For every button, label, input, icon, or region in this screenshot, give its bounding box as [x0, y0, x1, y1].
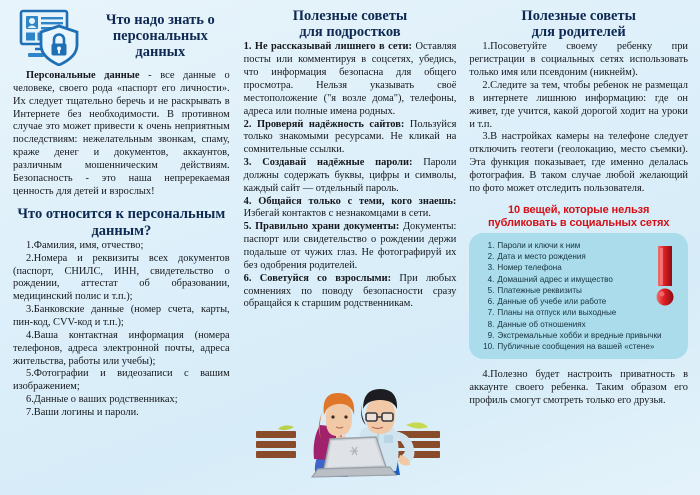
alert-box: [469, 233, 688, 360]
list-item: Планы на отпуск или выходные: [497, 308, 617, 318]
tip-item: [244, 157, 457, 196]
tip-text: Пароли должны содержать буквы, цифры и символы, каждый сайт — отдельный пароль.: [243, 157, 457, 194]
section-title-what-counts: Что относится к персональным данным?: [17, 206, 226, 239]
list-item: 2.Номера и реквизиты всех документов (паспорт, СНИЛС, ИНН, свидетельство о рождении, аттестат об образовании, медицинский полис и т.п.);: [13, 252, 230, 303]
list-item: 1.Фамилия, имя, отчество;: [26, 239, 144, 251]
list-item: Экстремальные хобби и вредные привычки: [497, 330, 662, 340]
tip-heading: Не рассказывай лишнего в сети:: [254, 41, 413, 53]
tip-number: 3.: [243, 157, 263, 169]
list-item: Публичные сообщения на вашей «стене»: [497, 342, 655, 352]
tip-number: 6.: [243, 272, 260, 284]
parent-tip: 4.Полезно будет настроить приватность в аккаунте своего ребенка. Таким образом его профиль смогут смотреть только его друзья.: [469, 369, 688, 407]
page-title: Что надо знать о персональных данных: [105, 11, 215, 61]
parent-tip: 1.Посоветуйте своему ребенку при регистрации в социальных сетях использовать только имя или псевдоним (никнейм).: [469, 41, 688, 79]
never-publish-list: [478, 240, 680, 353]
parent-tip: 2.Следите за тем, чтобы ребенок не размещал в интернете лишнюю информацию: где он живет, где учится, какой дорогой ходит на уроки и т.п.: [469, 80, 688, 130]
tip-item: [244, 196, 457, 222]
tip-number: 5.: [243, 221, 256, 233]
left-header: [13, 6, 230, 66]
personal-data-list: [13, 240, 230, 420]
list-item: Номер телефона: [497, 263, 562, 273]
parent-tip: 3.В настройках камеры на телефоне следует отключить геотеги (геолокацию, место съемки). Эта функция показывает, где именно делалась фотография. В таком случае любой желающий по фото может отследить пользователя.: [469, 131, 688, 194]
middle-title-line1: Полезные советы: [292, 8, 408, 24]
list-item: Дата и место рождения: [497, 252, 586, 262]
middle-column: [238, 6, 463, 491]
list-item: Платежные реквизиты: [497, 285, 582, 295]
alert-title: [469, 204, 688, 230]
tip-heading: Проверяй надёжность сайтов:: [256, 118, 405, 130]
tip-heading: Общайся только с теми, кого знаешь:: [258, 195, 457, 207]
list-item: Домашний адрес и имущество: [497, 274, 613, 284]
tip-item: [244, 41, 457, 118]
middle-title-line2: для подростков: [299, 24, 401, 41]
left-column: [5, 6, 238, 491]
teen-boy-girl-with-laptop-illustration: [238, 373, 463, 491]
alert-title-line2: публиковать в социальных сетях: [488, 216, 670, 229]
lead-bold: Персональные данные: [26, 70, 140, 81]
tip-text: Документы: паспорт или свидетельство о рождении держи подальше от чужих глаз. Не фотографируй их без одобрения родителей.: [243, 221, 457, 271]
alert-title-line1: 10 вещей, которые нельзя: [508, 203, 650, 216]
tip-item: [244, 221, 457, 272]
list-item: 3.Банковские данные (номер счета, карты, пин-код, CVV-код и т.п.);: [13, 304, 230, 328]
tip-number: 1.: [243, 41, 255, 53]
list-item: Пароли и ключи к ним: [497, 240, 581, 250]
lead-rest: - все данные о человеке, своего рода «паспорт его личности». Их следует тщательно беречь и не раскрывать в Интернете без необходимости. В противном случае это может привести к очень неприятным последствиям: нежелательным звонкам, спаму, краже денег и документов, аккаунтов, различным мошенническим действиям. Безопасность - это наша непререкаемая ценность для детей и взрослых!: [13, 70, 230, 197]
list-item: Данные об отношениях: [497, 319, 586, 329]
list-item: 5.Фотографии и видеозаписи с вашим изображением;: [13, 368, 230, 393]
middle-column-title: [244, 8, 457, 40]
right-title-line1: Полезные советы: [521, 8, 636, 24]
list-item: 7.Ваши логины и пароли.: [26, 406, 139, 418]
list-item: Данные об учебе или работе: [497, 297, 607, 307]
tip-number: 4.: [243, 195, 259, 207]
alert-panel: [469, 204, 688, 360]
tip-heading: Правильно храни документы:: [255, 221, 400, 233]
list-item: 4.Ваша контактная информация (номера телефонов, адреса электронной почты, адреса жительства, работы или учебы);: [13, 329, 230, 367]
tip-text: Оставляя посты или комментируя в соцсетях, убедись, что информация безопасна для общего просмотра. Нельзя указывать своё местоположение ("я возле дома"), телефоны, адреса или полные имена родных.: [243, 41, 457, 117]
id-card-shield-lock-icon: [13, 6, 85, 66]
tip-number: 2.: [243, 118, 257, 130]
tip-heading: Создавай надёжные пароли:: [262, 157, 413, 169]
list-item: 6.Данные о ваших родственниках;: [26, 394, 178, 406]
tip-heading: Советуйся со взрослыми:: [259, 272, 392, 284]
right-column: [462, 6, 695, 491]
tip-item: [244, 273, 457, 312]
tip-text: При любых сомнениях по поводу безопасности сразу обращайся к старшим родственникам.: [243, 272, 457, 310]
tip-text: Пользуйся только знакомыми ресурсами. Не кликай на сомнительные ссылки.: [243, 118, 457, 156]
right-column-title: [469, 8, 688, 40]
tip-text: Избегай контактов с незнакомцами в сети.: [243, 208, 431, 220]
right-title-line2: для родителей: [531, 24, 626, 41]
lead-paragraph: [13, 70, 230, 198]
tip-item: [244, 119, 457, 158]
